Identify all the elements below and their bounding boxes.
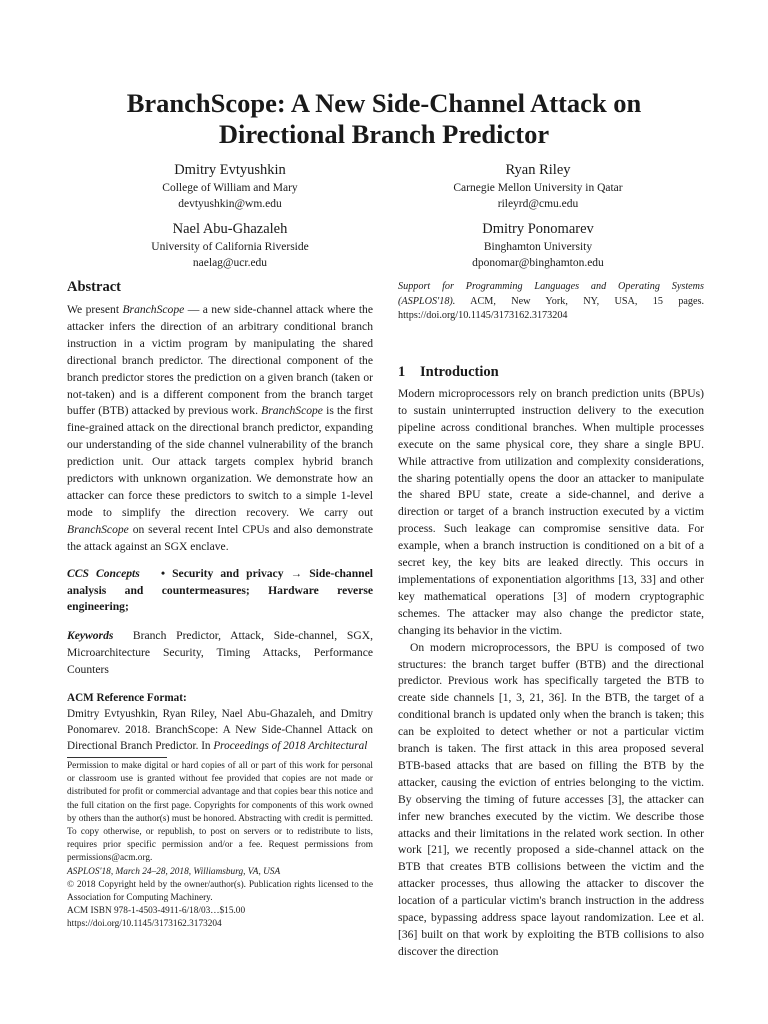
acm-reference-tail: ACM, New York, NY, USA, 15 pages. https://doi.org/10.1145/3173162.3173204	[398, 295, 704, 321]
author-name: Nael Abu-Ghazaleh	[172, 221, 288, 237]
intro-paragraph-2-text: On modern microprocessors, the BPU is composed of two structures: the branch target buffer (BTB) and the directional predictor. Previous work has specifically targeted the BTB to create side channels [1, 3, 21, 36]. In the BTB, the target of a conditional branch is updated only when the branch is taken; this can be exploited to detect whether or not a particular victim branch is taken. The first attack in this area proposed several BTB-based attacks that are based on filling the BTB by the attacker, causing the eviction of entries belonging to the victim. By observing the timing of future accesses [3], the attacker can infer new branches executed by the victim. We describe those attacks and their limitations in the related work section. In other work [21], we recently proposed a side-channel attack on the BTB that creates BTB collisions between the victim and the attacker processes, thus allowing the attacker to discover the location of a particular victim's branch instruction in the address space, bypassing address space layout randomization. Lee et al. [36] built on that work by exploiting the BTB collisions to also discover the direction	[398, 640, 704, 958]
acm-reference-segment: Dmitry Evtyushkin, Ryan Riley, Nael Abu-Ghazaleh, and Dmitry Ponomarev. 2018. BranchScope: A New Side-Channel Attack on Directional Branch Predictor. In	[67, 708, 373, 753]
abstract-heading: Abstract	[67, 279, 121, 295]
doi-line: https://doi.org/10.1145/3173162.3173204	[67, 919, 222, 930]
abstract-segment: — a new side-channel attack where the attacker infers the direction of an arbitrary conditional branch instruction in a victim program by manipulating the shared directional branch predictor. The directional component of the branch predictor stores the prediction on a given branch (taken or not-taken) and is a different component from the branch target buffer (BTB) attacked by previous work.	[67, 303, 373, 418]
acm-reference-proceedings: Proceedings of 2018 Architectural	[213, 740, 368, 753]
author-affiliation: University of California Riverside	[151, 241, 309, 253]
conference-line: ASPLOS'18, March 24–28, 2018, Williamsburg, VA, USA	[67, 866, 281, 877]
author-email: rileyrd@cmu.edu	[497, 198, 579, 210]
abstract-text	[67, 302, 373, 556]
author-name: Dmitry Ponomarev	[482, 221, 594, 237]
permission-text: Permission to make digital or hard copies of all or part of this work for personal or classroom use is granted without fee provided that copies are not made or distributed for profit or commercial advantage and that copies bear this notice and the full citation on the first page. Copyrights for components of this work owned by others than the author(s) must be honored. Abstracting with credit is permitted. To copy otherwise, or republish, to post on servers or to redistribute to lists, requires prior specific permission and/or a fee. Request permissions from permissions@acm.org.	[67, 761, 373, 864]
ccs-concepts	[67, 566, 373, 617]
author-block	[388, 220, 688, 271]
permission-notice	[67, 760, 373, 932]
abstract-segment: We present	[67, 303, 123, 316]
intro-paragraph-1: Modern microprocessors rely on branch prediction units (BPUs) to sustain uninterrupted instruction delivery to the execution pipeline across conditional branches. When multiple processes execute on the same physical core, they share a single BPU. While attractive from utilization and complexity considerations, the sharing potentially opens the door an attacker to manipulate the shared BPU state, create a side-channel, and derive a direction or target of a branch instruction executed by a victim process. Such leakage can compromise sensitive data. For example, when a branch instruction is conditioned on a bit of a secret key, the key bits are leaked directly. This occurs in implementations of exponentiation algorithms [13, 33] and other key mathematical operations [3] of modern cryptographic schemes. The attacker may also change the predictor state, changing its behavior in the victim.	[398, 387, 704, 637]
author-affiliation: Binghamton University	[483, 241, 593, 253]
author-block	[80, 161, 380, 212]
isbn-line: ACM ISBN 978-1-4503-4911-6/18/03…$15.00	[67, 906, 246, 917]
acm-reference-continuation	[398, 280, 704, 324]
title-line-1: BranchScope: A New Side-Channel Attack on	[126, 88, 642, 118]
author-name: Dmitry Evtyushkin	[174, 162, 286, 178]
section-number: 1	[398, 364, 406, 380]
acm-reference-body	[67, 706, 373, 754]
acm-reference-venue: Support for Programming Languages and Operating Systems (ASPLOS'18).	[398, 281, 704, 307]
author-name: Ryan Riley	[505, 162, 571, 178]
copyright-line: © 2018 Copyright held by the owner/author(s). Publication rights licensed to the Association for Computing Machinery.	[67, 879, 373, 904]
author-block	[80, 220, 380, 271]
author-email: dponomar@binghamton.edu	[472, 257, 604, 269]
introduction-heading	[398, 364, 499, 381]
author-block	[388, 161, 688, 212]
keywords-body: Branch Predictor, Attack, Side-channel, SGX, Microarchitecture Security, Timing Attacks, Performance Counters	[67, 628, 373, 676]
abstract-segment: on several recent Intel CPUs and also demonstrate the attack against an SGX enclave.	[67, 522, 373, 553]
abstract-emphasis: BranchScope	[261, 404, 323, 418]
section-title: Introduction	[420, 364, 499, 380]
intro-paragraph-2	[398, 640, 704, 961]
acm-reference-heading: ACM Reference Format:	[67, 692, 187, 705]
paper-title	[60, 88, 708, 150]
abstract-emphasis: BranchScope	[122, 303, 185, 316]
ccs-body: • Security and privacy → Side-channel analysis and countermeasures; Hardware reverse engineering;	[67, 566, 373, 614]
keywords-label: Keywords	[67, 628, 114, 642]
author-affiliation: College of William and Mary	[162, 182, 298, 194]
ccs-label: CCS Concepts	[67, 566, 140, 580]
author-email: devtyushkin@wm.edu	[178, 198, 282, 210]
title-line-2: Directional Branch Predictor	[218, 119, 550, 149]
introduction-body	[398, 386, 704, 961]
author-email: naelag@ucr.edu	[192, 257, 268, 269]
abstract-emphasis: BranchScope	[67, 522, 129, 536]
keywords	[67, 628, 373, 679]
abstract-segment: is the first fine-grained attack on the directional branch predictor, expanding our understanding of the side channel vulnerability of the branch prediction unit. Our attack targets complex hybrid branch predictors with unknown organization. We demonstrate how an attacker can force these predictors to switch to a simple 1-level mode to simplify the direction recovery. We carry out	[67, 404, 373, 519]
footnote-rule	[67, 757, 167, 758]
left-column	[67, 278, 373, 754]
author-affiliation: Carnegie Mellon University in Qatar	[453, 182, 623, 194]
